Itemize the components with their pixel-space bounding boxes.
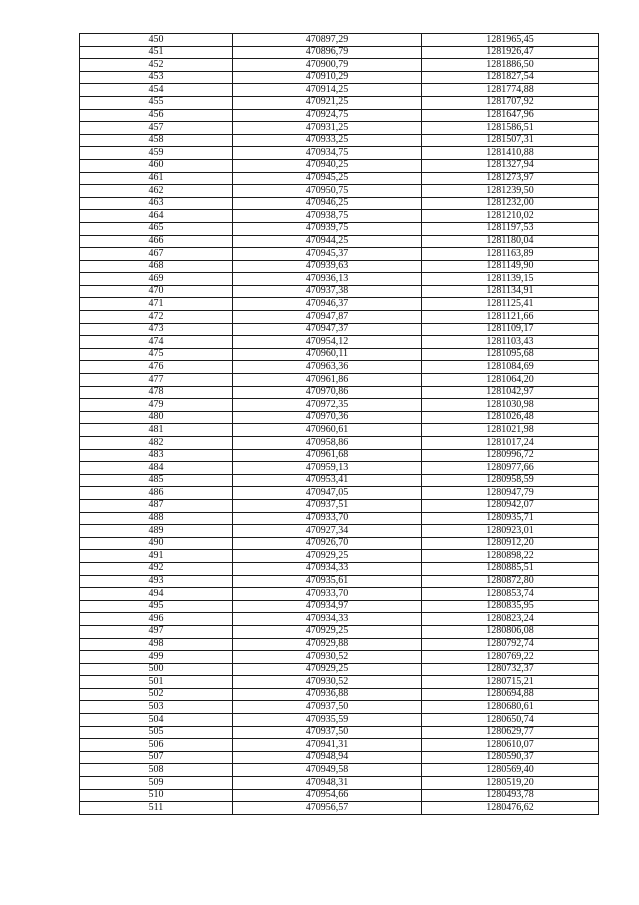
point-number-cell: 487 [80, 499, 233, 512]
y-coordinate-cell: 1281586,51 [422, 122, 599, 135]
table-row [80, 663, 599, 676]
point-number-cell: 478 [80, 386, 233, 399]
x-coordinate-cell: 470970,36 [233, 411, 422, 424]
x-coordinate-cell: 470961,68 [233, 449, 422, 462]
point-number-cell: 484 [80, 462, 233, 475]
point-number-cell: 461 [80, 172, 233, 185]
x-coordinate-cell: 470897,29 [233, 34, 422, 47]
y-coordinate-cell: 1280806,08 [422, 625, 599, 638]
x-coordinate-cell: 470956,57 [233, 802, 422, 815]
table-row [80, 285, 599, 298]
table-row [80, 260, 599, 273]
table-row [80, 109, 599, 122]
table-row [80, 462, 599, 475]
y-coordinate-cell: 1280835,95 [422, 600, 599, 613]
point-number-cell: 509 [80, 777, 233, 790]
y-coordinate-cell: 1280898,22 [422, 550, 599, 563]
x-coordinate-cell: 470930,52 [233, 651, 422, 664]
x-coordinate-cell: 470934,33 [233, 562, 422, 575]
x-coordinate-cell: 470924,75 [233, 109, 422, 122]
table-row [80, 575, 599, 588]
table-row [80, 701, 599, 714]
y-coordinate-cell: 1280476,62 [422, 802, 599, 815]
y-coordinate-cell: 1280769,22 [422, 651, 599, 664]
x-coordinate-cell: 470954,66 [233, 789, 422, 802]
y-coordinate-cell: 1280885,51 [422, 562, 599, 575]
point-number-cell: 454 [80, 84, 233, 97]
y-coordinate-cell: 1281021,98 [422, 424, 599, 437]
table-row [80, 273, 599, 286]
point-number-cell: 498 [80, 638, 233, 651]
x-coordinate-cell: 470947,37 [233, 323, 422, 336]
x-coordinate-cell: 470914,25 [233, 84, 422, 97]
y-coordinate-cell: 1280977,66 [422, 462, 599, 475]
table-row [80, 147, 599, 160]
x-coordinate-cell: 470933,25 [233, 134, 422, 147]
x-coordinate-cell: 470900,79 [233, 59, 422, 72]
x-coordinate-cell: 470936,13 [233, 273, 422, 286]
point-number-cell: 502 [80, 688, 233, 701]
table-row [80, 185, 599, 198]
point-number-cell: 497 [80, 625, 233, 638]
y-coordinate-cell: 1281109,17 [422, 323, 599, 336]
table-row [80, 222, 599, 235]
table-row [80, 134, 599, 147]
point-number-cell: 481 [80, 424, 233, 437]
table-row [80, 71, 599, 84]
y-coordinate-cell: 1280715,21 [422, 676, 599, 689]
y-coordinate-cell: 1280569,40 [422, 764, 599, 777]
point-number-cell: 459 [80, 147, 233, 160]
point-number-cell: 477 [80, 374, 233, 387]
point-number-cell: 462 [80, 185, 233, 198]
point-number-cell: 458 [80, 134, 233, 147]
table-row [80, 172, 599, 185]
table-row [80, 714, 599, 727]
table-row [80, 374, 599, 387]
table-row [80, 613, 599, 626]
x-coordinate-cell: 470910,29 [233, 71, 422, 84]
y-coordinate-cell: 1281180,04 [422, 235, 599, 248]
x-coordinate-cell: 470972,35 [233, 399, 422, 412]
y-coordinate-cell: 1281042,97 [422, 386, 599, 399]
table-row [80, 361, 599, 374]
y-coordinate-cell: 1280590,37 [422, 751, 599, 764]
y-coordinate-cell: 1281327,94 [422, 159, 599, 172]
table-row [80, 764, 599, 777]
y-coordinate-cell: 1280650,74 [422, 714, 599, 727]
x-coordinate-cell: 470933,70 [233, 512, 422, 525]
point-number-cell: 485 [80, 474, 233, 487]
x-coordinate-cell: 470896,79 [233, 46, 422, 59]
table-row [80, 449, 599, 462]
x-coordinate-cell: 470960,11 [233, 348, 422, 361]
x-coordinate-cell: 470937,51 [233, 499, 422, 512]
y-coordinate-cell: 1280947,79 [422, 487, 599, 500]
y-coordinate-cell: 1281030,98 [422, 399, 599, 412]
table-row [80, 499, 599, 512]
table-row [80, 525, 599, 538]
point-number-cell: 505 [80, 726, 233, 739]
point-number-cell: 465 [80, 222, 233, 235]
table-row [80, 84, 599, 97]
x-coordinate-cell: 470950,75 [233, 185, 422, 198]
y-coordinate-cell: 1280996,72 [422, 449, 599, 462]
y-coordinate-cell: 1281017,24 [422, 437, 599, 450]
y-coordinate-cell: 1281239,50 [422, 185, 599, 198]
x-coordinate-cell: 470938,75 [233, 210, 422, 223]
x-coordinate-cell: 470947,05 [233, 487, 422, 500]
table-row [80, 336, 599, 349]
x-coordinate-cell: 470949,58 [233, 764, 422, 777]
table-row [80, 235, 599, 248]
point-number-cell: 511 [80, 802, 233, 815]
x-coordinate-cell: 470946,25 [233, 197, 422, 210]
point-number-cell: 506 [80, 739, 233, 752]
point-number-cell: 470 [80, 285, 233, 298]
y-coordinate-cell: 1281197,53 [422, 222, 599, 235]
point-number-cell: 450 [80, 34, 233, 47]
point-number-cell: 510 [80, 789, 233, 802]
table-row [80, 159, 599, 172]
coordinates-table-body [80, 34, 599, 815]
y-coordinate-cell: 1281134,91 [422, 285, 599, 298]
table-row [80, 562, 599, 575]
x-coordinate-cell: 470958,86 [233, 437, 422, 450]
table-row [80, 96, 599, 109]
y-coordinate-cell: 1281965,45 [422, 34, 599, 47]
table-row [80, 248, 599, 261]
table-row [80, 437, 599, 450]
table-row [80, 651, 599, 664]
table-row [80, 512, 599, 525]
table-row [80, 323, 599, 336]
y-coordinate-cell: 1281647,96 [422, 109, 599, 122]
point-number-cell: 483 [80, 449, 233, 462]
y-coordinate-cell: 1280629,77 [422, 726, 599, 739]
x-coordinate-cell: 470937,50 [233, 726, 422, 739]
point-number-cell: 508 [80, 764, 233, 777]
x-coordinate-cell: 470934,97 [233, 600, 422, 613]
point-number-cell: 482 [80, 437, 233, 450]
y-coordinate-cell: 1281774,88 [422, 84, 599, 97]
y-coordinate-cell: 1280610,07 [422, 739, 599, 752]
y-coordinate-cell: 1281410,88 [422, 147, 599, 160]
table-row [80, 751, 599, 764]
x-coordinate-cell: 470930,52 [233, 676, 422, 689]
x-coordinate-cell: 470944,25 [233, 235, 422, 248]
x-coordinate-cell: 470940,25 [233, 159, 422, 172]
x-coordinate-cell: 470939,63 [233, 260, 422, 273]
y-coordinate-cell: 1280732,37 [422, 663, 599, 676]
x-coordinate-cell: 470970,86 [233, 386, 422, 399]
point-number-cell: 472 [80, 311, 233, 324]
point-number-cell: 492 [80, 562, 233, 575]
x-coordinate-cell: 470929,25 [233, 663, 422, 676]
y-coordinate-cell: 1280493,78 [422, 789, 599, 802]
y-coordinate-cell: 1281125,41 [422, 298, 599, 311]
y-coordinate-cell: 1280519,20 [422, 777, 599, 790]
x-coordinate-cell: 470934,33 [233, 613, 422, 626]
point-number-cell: 455 [80, 96, 233, 109]
y-coordinate-cell: 1280912,20 [422, 537, 599, 550]
y-coordinate-cell: 1281064,20 [422, 374, 599, 387]
point-number-cell: 452 [80, 59, 233, 72]
table-row [80, 59, 599, 72]
point-number-cell: 479 [80, 399, 233, 412]
y-coordinate-cell: 1281103,43 [422, 336, 599, 349]
table-row [80, 688, 599, 701]
point-number-cell: 504 [80, 714, 233, 727]
point-number-cell: 490 [80, 537, 233, 550]
table-row [80, 386, 599, 399]
point-number-cell: 503 [80, 701, 233, 714]
y-coordinate-cell: 1281163,89 [422, 248, 599, 261]
point-number-cell: 507 [80, 751, 233, 764]
y-coordinate-cell: 1281210,02 [422, 210, 599, 223]
y-coordinate-cell: 1280923,01 [422, 525, 599, 538]
point-number-cell: 489 [80, 525, 233, 538]
point-number-cell: 471 [80, 298, 233, 311]
point-number-cell: 469 [80, 273, 233, 286]
x-coordinate-cell: 470933,70 [233, 588, 422, 601]
x-coordinate-cell: 470945,37 [233, 248, 422, 261]
table-row [80, 789, 599, 802]
table-row [80, 411, 599, 424]
x-coordinate-cell: 470929,25 [233, 550, 422, 563]
coordinates-table [79, 33, 599, 815]
point-number-cell: 456 [80, 109, 233, 122]
y-coordinate-cell: 1280958,59 [422, 474, 599, 487]
point-number-cell: 473 [80, 323, 233, 336]
y-coordinate-cell: 1281707,92 [422, 96, 599, 109]
point-number-cell: 486 [80, 487, 233, 500]
point-number-cell: 467 [80, 248, 233, 261]
x-coordinate-cell: 470941,31 [233, 739, 422, 752]
point-number-cell: 457 [80, 122, 233, 135]
point-number-cell: 468 [80, 260, 233, 273]
x-coordinate-cell: 470948,94 [233, 751, 422, 764]
y-coordinate-cell: 1280792,74 [422, 638, 599, 651]
point-number-cell: 493 [80, 575, 233, 588]
y-coordinate-cell: 1281273,97 [422, 172, 599, 185]
table-row [80, 739, 599, 752]
x-coordinate-cell: 470934,75 [233, 147, 422, 160]
y-coordinate-cell: 1280935,71 [422, 512, 599, 525]
point-number-cell: 496 [80, 613, 233, 626]
point-number-cell: 501 [80, 676, 233, 689]
x-coordinate-cell: 470926,70 [233, 537, 422, 550]
table-row [80, 487, 599, 500]
y-coordinate-cell: 1281926,47 [422, 46, 599, 59]
y-coordinate-cell: 1280872,80 [422, 575, 599, 588]
point-number-cell: 464 [80, 210, 233, 223]
table-row [80, 625, 599, 638]
point-number-cell: 474 [80, 336, 233, 349]
x-coordinate-cell: 470931,25 [233, 122, 422, 135]
table-row [80, 638, 599, 651]
y-coordinate-cell: 1281026,48 [422, 411, 599, 424]
y-coordinate-cell: 1281149,90 [422, 260, 599, 273]
table-row [80, 197, 599, 210]
point-number-cell: 463 [80, 197, 233, 210]
point-number-cell: 500 [80, 663, 233, 676]
x-coordinate-cell: 470935,61 [233, 575, 422, 588]
x-coordinate-cell: 470936,88 [233, 688, 422, 701]
table-row [80, 311, 599, 324]
point-number-cell: 480 [80, 411, 233, 424]
table-row [80, 122, 599, 135]
point-number-cell: 476 [80, 361, 233, 374]
point-number-cell: 466 [80, 235, 233, 248]
x-coordinate-cell: 470937,50 [233, 701, 422, 714]
y-coordinate-cell: 1281139,15 [422, 273, 599, 286]
point-number-cell: 494 [80, 588, 233, 601]
table-row [80, 550, 599, 563]
table-row [80, 46, 599, 59]
y-coordinate-cell: 1281084,69 [422, 361, 599, 374]
table-row [80, 348, 599, 361]
x-coordinate-cell: 470937,38 [233, 285, 422, 298]
x-coordinate-cell: 470946,37 [233, 298, 422, 311]
x-coordinate-cell: 470939,75 [233, 222, 422, 235]
point-number-cell: 491 [80, 550, 233, 563]
y-coordinate-cell: 1280680,61 [422, 701, 599, 714]
point-number-cell: 488 [80, 512, 233, 525]
x-coordinate-cell: 470953,41 [233, 474, 422, 487]
x-coordinate-cell: 470963,36 [233, 361, 422, 374]
table-row [80, 802, 599, 815]
table-row [80, 777, 599, 790]
x-coordinate-cell: 470947,87 [233, 311, 422, 324]
point-number-cell: 460 [80, 159, 233, 172]
table-row [80, 676, 599, 689]
x-coordinate-cell: 470929,25 [233, 625, 422, 638]
table-row [80, 588, 599, 601]
x-coordinate-cell: 470935,59 [233, 714, 422, 727]
x-coordinate-cell: 470929,88 [233, 638, 422, 651]
y-coordinate-cell: 1281095,68 [422, 348, 599, 361]
x-coordinate-cell: 470921,25 [233, 96, 422, 109]
table-row [80, 600, 599, 613]
table-row [80, 537, 599, 550]
point-number-cell: 495 [80, 600, 233, 613]
table-row [80, 298, 599, 311]
table-row [80, 726, 599, 739]
y-coordinate-cell: 1280823,24 [422, 613, 599, 626]
x-coordinate-cell: 470954,12 [233, 336, 422, 349]
table-row [80, 34, 599, 47]
y-coordinate-cell: 1280942,07 [422, 499, 599, 512]
y-coordinate-cell: 1281121,66 [422, 311, 599, 324]
point-number-cell: 451 [80, 46, 233, 59]
point-number-cell: 499 [80, 651, 233, 664]
table-row [80, 210, 599, 223]
y-coordinate-cell: 1280853,74 [422, 588, 599, 601]
point-number-cell: 453 [80, 71, 233, 84]
x-coordinate-cell: 470948,31 [233, 777, 422, 790]
y-coordinate-cell: 1281232,00 [422, 197, 599, 210]
table-row [80, 424, 599, 437]
x-coordinate-cell: 470959,13 [233, 462, 422, 475]
table-row [80, 399, 599, 412]
y-coordinate-cell: 1281827,54 [422, 71, 599, 84]
x-coordinate-cell: 470960,61 [233, 424, 422, 437]
table-row [80, 474, 599, 487]
y-coordinate-cell: 1281886,50 [422, 59, 599, 72]
x-coordinate-cell: 470945,25 [233, 172, 422, 185]
x-coordinate-cell: 470927,34 [233, 525, 422, 538]
y-coordinate-cell: 1280694,88 [422, 688, 599, 701]
x-coordinate-cell: 470961,86 [233, 374, 422, 387]
point-number-cell: 475 [80, 348, 233, 361]
y-coordinate-cell: 1281507,31 [422, 134, 599, 147]
